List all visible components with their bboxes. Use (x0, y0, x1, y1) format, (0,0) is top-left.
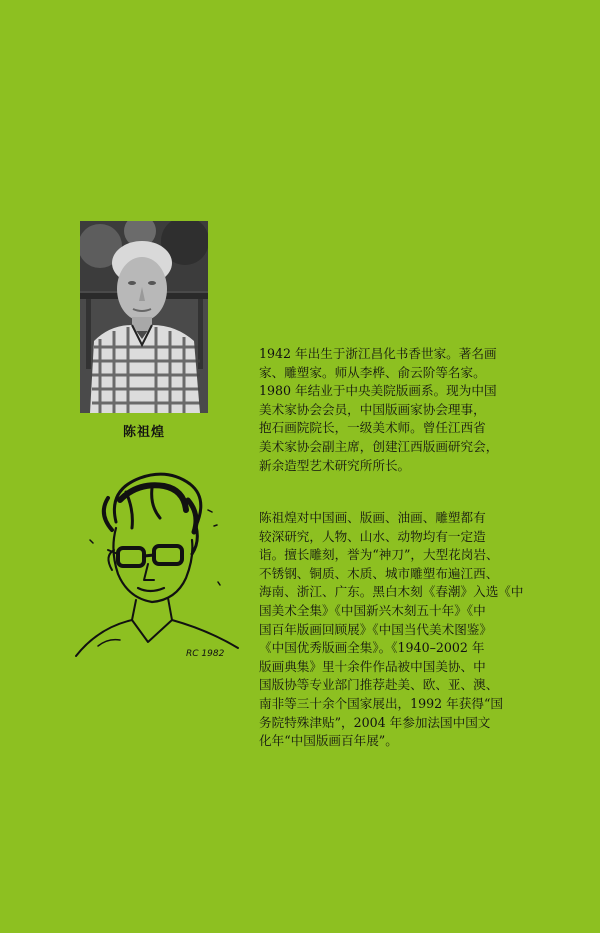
bio-line: 国版协等专业部门推荐赴美、欧、亚、澳、 (259, 677, 499, 693)
bio-paragraph-1 (259, 345, 531, 475)
bio-line: 美术家协会副主席，创建江西版画研究会， (259, 438, 499, 454)
bio-line: 抱石画院院长，一级美术师。曾任江西省 (259, 420, 486, 436)
bio-paragraph-2 (259, 509, 531, 751)
bio-line: 南非等三十余个国家展出，1992 年获得“国 (259, 695, 503, 711)
caricature-sketch (68, 470, 248, 662)
bio-line: 《中国优秀版画全集》。《1940–2002 年 (259, 640, 485, 656)
bio-line: 诣。擅长雕刻，誉为“神刀”，大型花岗岩、 (259, 547, 499, 563)
bio-line: 版画典集》里十余件作品被中国美协、中 (259, 658, 486, 674)
bio-line: 海南、浙江、广东。黑白木刻《春潮》入选《中 (259, 584, 524, 600)
bio-line: 家、雕塑家。师从李桦、俞云阶等名家。 (259, 364, 486, 380)
sketch-signature: RC 1982 (186, 649, 225, 659)
bio-line: 新余造型艺术研究所所长。 (259, 457, 411, 473)
portrait-photo (80, 221, 208, 413)
bio-line: 1980 年结业于中央美院版画系。现为中国 (259, 383, 497, 399)
bio-line: 1942 年出生于浙江昌化书香世家。著名画 (259, 346, 497, 361)
bio-line: 国百年版画回顾展》《中国当代美术图鉴》 (259, 621, 492, 637)
bio-line: 美术家协会会员，中国版画家协会理事， (259, 401, 486, 417)
bio-line: 不锈钢、铜质、木质、城市雕塑布遍江西、 (259, 565, 499, 581)
bio-line: 务院特殊津贴”，2004 年参加法国中国文 (259, 714, 491, 730)
portrait-caption: 陈祖煌 (122, 425, 165, 440)
bio-line: 较深研究，人物、山水、动物均有一定造 (259, 528, 486, 544)
bio-line: 国美术全集》《中国新兴木刻五十年》《中 (259, 602, 486, 618)
bio-line: 化年“中国版画百年展”。 (259, 733, 398, 749)
bio-line: 陈祖煌对中国画、版画、油画、雕塑都有 (259, 510, 486, 525)
